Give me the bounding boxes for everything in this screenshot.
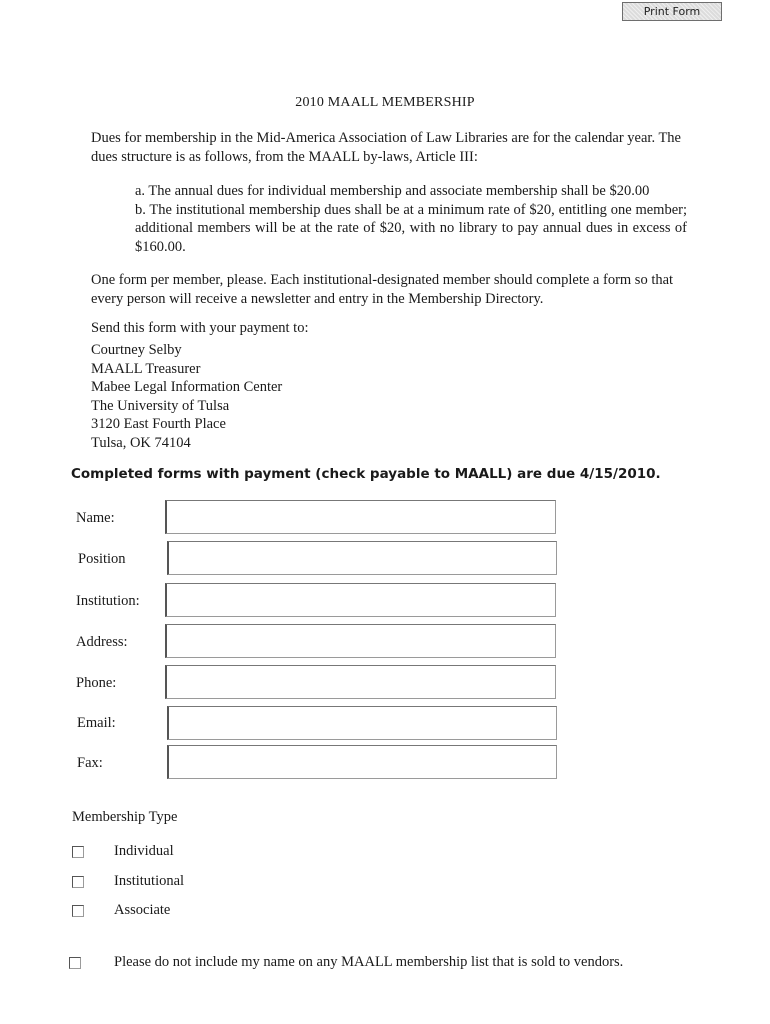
phone-input[interactable] <box>165 665 556 699</box>
membership-type-heading: Membership Type <box>72 809 178 825</box>
individual-label: Individual <box>114 843 174 859</box>
dues-list <box>135 182 687 256</box>
optout-checkbox[interactable] <box>69 957 81 969</box>
fax-label: Fax: <box>77 755 103 771</box>
address-label: Address: <box>76 634 128 650</box>
page-title: 2010 MAALL MEMBERSHIP <box>295 95 475 110</box>
institutional-checkbox[interactable] <box>72 876 84 888</box>
address-input[interactable] <box>165 624 556 658</box>
individual-checkbox[interactable] <box>72 846 84 858</box>
mailing-address <box>91 341 282 453</box>
membership-option-individual[interactable] <box>72 843 174 859</box>
institution-label: Institution: <box>76 593 140 609</box>
print-form-button[interactable]: Print Form <box>622 2 722 21</box>
email-input[interactable] <box>167 706 557 740</box>
send-heading: Send this form with your payment to: <box>91 320 309 336</box>
optout-label: Please do not include my name on any MAALL membership list that is sold to vendors. <box>114 954 624 970</box>
address-line: Mabee Legal Information Center <box>91 379 283 396</box>
fax-input[interactable] <box>167 745 557 779</box>
due-notice: Completed forms with payment (check payable to MAALL) are due 4/15/2010. <box>71 466 661 482</box>
membership-option-associate[interactable] <box>72 902 171 918</box>
membership-option-institutional[interactable] <box>72 873 185 889</box>
optout-row[interactable] <box>69 954 624 970</box>
address-line: Tulsa, OK 74104 <box>91 434 191 451</box>
address-line: Courtney Selby <box>91 342 182 358</box>
address-line: MAALL Treasurer <box>91 360 201 377</box>
intro-paragraph: Dues for membership in the Mid-America Association of Law Libraries are for the calendar year. The dues structure is as follows, from the MAALL by-laws, Article III: <box>91 130 681 165</box>
institutional-label: Institutional <box>114 873 185 889</box>
address-line: The University of Tulsa <box>91 397 230 414</box>
dues-item: a. The annual dues for individual membership and associate membership shall be $20.00 <box>135 183 650 199</box>
phone-label: Phone: <box>76 675 117 691</box>
position-input[interactable] <box>167 541 557 575</box>
associate-checkbox[interactable] <box>72 905 84 917</box>
address-line: 3120 East Fourth Place <box>91 416 226 433</box>
position-label: Position <box>78 551 126 567</box>
email-label: Email: <box>77 715 116 731</box>
name-input[interactable] <box>165 500 556 534</box>
name-label: Name: <box>76 510 115 526</box>
form-note: One form per member, please. Each institutional-designated member should complete a form so that every person will receive a newsletter and entry in the Membership Directory. <box>91 272 674 307</box>
institution-input[interactable] <box>165 583 556 617</box>
associate-label: Associate <box>114 902 171 918</box>
dues-item: b. The institutional membership dues shall be at a minimum rate of $20, entitling one member; additional members will be at the rate of $20, with no library to pay annual dues in excess of $160.00. <box>135 201 687 255</box>
